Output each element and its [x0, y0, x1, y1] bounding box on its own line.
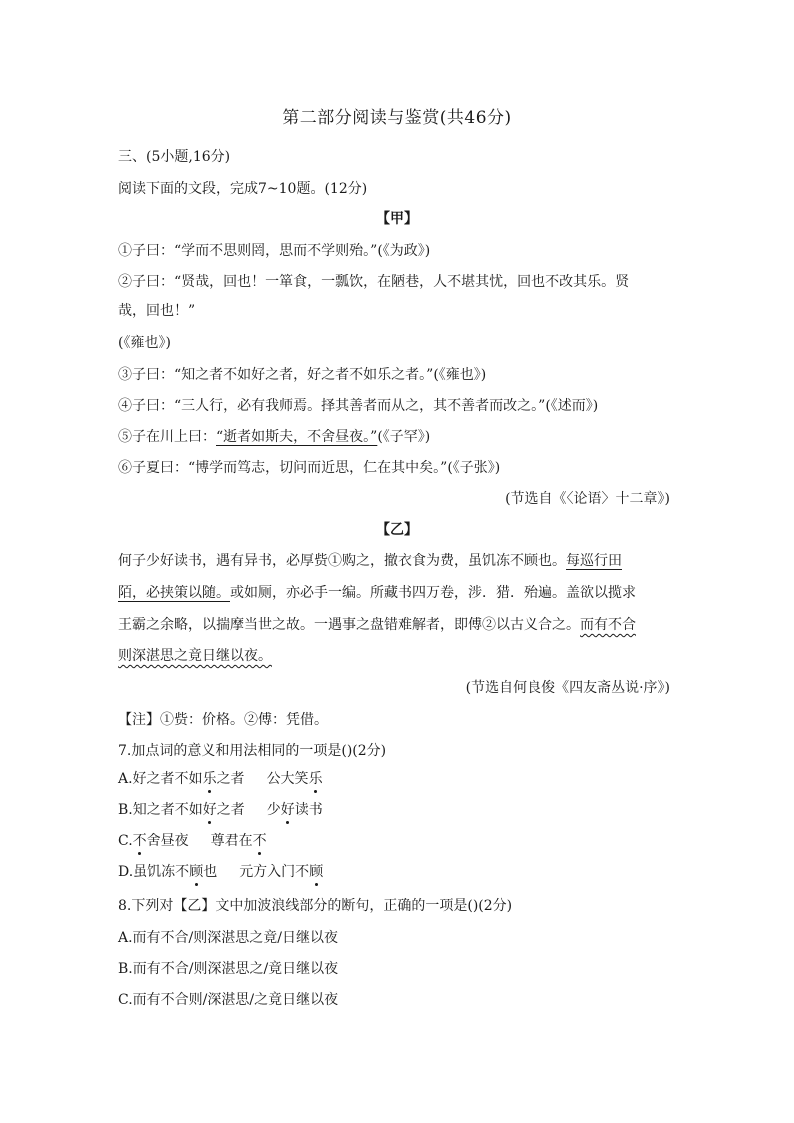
yi-line-3-text: 王霸之余略，以揣摩当世之故。一遇事之盘错难解者，即傅②以古义合之。 [118, 617, 580, 633]
option-b-compare-2: 读书 [294, 802, 323, 818]
question-8-option-b: B.而有不合/则深湛思之/竟日继以夜 [118, 961, 339, 977]
question-7-option-a [118, 768, 323, 788]
option-b-text-2: 之者 [216, 802, 245, 818]
question-7-option-c [118, 830, 267, 850]
dotted-char-2: 顾 [309, 861, 323, 881]
yi-line-4 [118, 645, 272, 665]
question-8-stem: 8.下列对【乙】文中加波浪线部分的断句，正确的一项是()(2分) [118, 898, 513, 914]
option-d-compare: 元方入门不 [239, 864, 310, 880]
dotted-char-2: 不 [253, 830, 267, 850]
option-a-text-2: 之者 [216, 771, 245, 787]
yi-line-4-wavy: 则深湛思之竟日继以夜。 [118, 648, 272, 664]
option-b-compare: 少 [266, 802, 281, 818]
passage-jia-heading: 【甲】 [376, 211, 418, 227]
section-heading: 三、(5小题,16分) [118, 149, 231, 165]
jia-line-2a: ②子曰：“贤哉，回也！一箪食，一瓢饮，在陋巷，人不堪其忧，回也不改其乐。贤 [118, 274, 630, 290]
jia-line-5-source: (《子罕》) [377, 429, 431, 445]
yi-note: 【注】①赀：价格。②傅：凭借。 [118, 712, 328, 728]
passage-yi-heading: 【乙】 [376, 522, 418, 538]
jia-line-5 [118, 426, 430, 446]
jia-line-6: ⑥子夏曰：“博学而笃志，切问而近思，仁在其中矣。”(《子张》) [118, 460, 501, 476]
question-7-stem: 7.加点词的意义和用法相同的一项是()(2分) [118, 743, 387, 759]
yi-line-3 [118, 614, 636, 634]
question-8-option-c: C.而有不合则/深湛思/之竟日继以夜 [118, 992, 339, 1008]
dotted-char-2: 乐 [309, 768, 323, 788]
jia-line-5-underlined: “逝者如斯夫，不舍昼夜。” [216, 429, 378, 445]
option-c-text-2: 舍昼夜 [146, 833, 189, 849]
yi-line-2 [118, 582, 636, 602]
jia-line-2c: (《雍也》) [118, 335, 171, 351]
option-b-text: B.知之者不如 [118, 802, 203, 818]
dotted-char: 不 [133, 830, 147, 850]
yi-line-1 [118, 550, 622, 570]
yi-line-2-underlined: 陌，必挟策以随。 [118, 585, 230, 601]
jia-line-4: ④子曰：“三人行，必有我师焉。择其善者而从之，其不善者而改之。”(《述而》) [118, 398, 599, 414]
yi-source: (节选自何良俊《四友斋丛说·序》) [465, 680, 670, 696]
option-a-text: A.好之者不如 [118, 771, 203, 787]
option-d-text-2: 也 [203, 864, 218, 880]
option-d-text: D.虽饥冻不 [118, 864, 190, 880]
jia-line-1: ①子曰：“学而不思则罔，思而不学则殆。”(《为政》) [118, 243, 431, 259]
yi-line-1-underlined: 每巡行田 [566, 553, 622, 569]
option-a-compare: 公大笑 [266, 771, 309, 787]
dotted-char-2: 好 [281, 799, 295, 819]
question-8-option-a: A.而有不合/则深湛思之竟/日继以夜 [118, 930, 338, 946]
dotted-char: 好 [203, 799, 217, 819]
option-c-compare: 尊君在 [210, 833, 253, 849]
jia-line-2b: 哉，回也！” [118, 303, 196, 319]
question-7-option-b [118, 799, 323, 819]
jia-source: (节选自《〈论语〉十二章》) [505, 491, 670, 507]
yi-line-3-wavy: 而有不合 [580, 617, 636, 633]
page-title: 第二部分阅读与鉴赏(共46分) [282, 108, 512, 128]
option-c-text: C. [118, 833, 133, 849]
yi-line-2-text: 或如厕，亦必手一编。所藏书四万卷，涉．猎．殆遍。盖欲以揽求 [230, 585, 636, 601]
reading-instruction: 阅读下面的文段，完成7~10题。(12分) [118, 181, 368, 197]
jia-line-3: ③子曰：“知之者不如好之者，好之者不如乐之者。”(《雍也》) [118, 367, 487, 383]
question-7-option-d [118, 861, 323, 881]
yi-line-1-text: 何子少好读书，遇有异书，必厚赀①购之，撤衣食为费，虽饥冻不顾也。 [118, 553, 566, 569]
dotted-char: 乐 [203, 768, 217, 788]
jia-line-5-prefix: ⑤子在川上曰： [118, 429, 216, 445]
dotted-char: 顾 [189, 861, 203, 881]
